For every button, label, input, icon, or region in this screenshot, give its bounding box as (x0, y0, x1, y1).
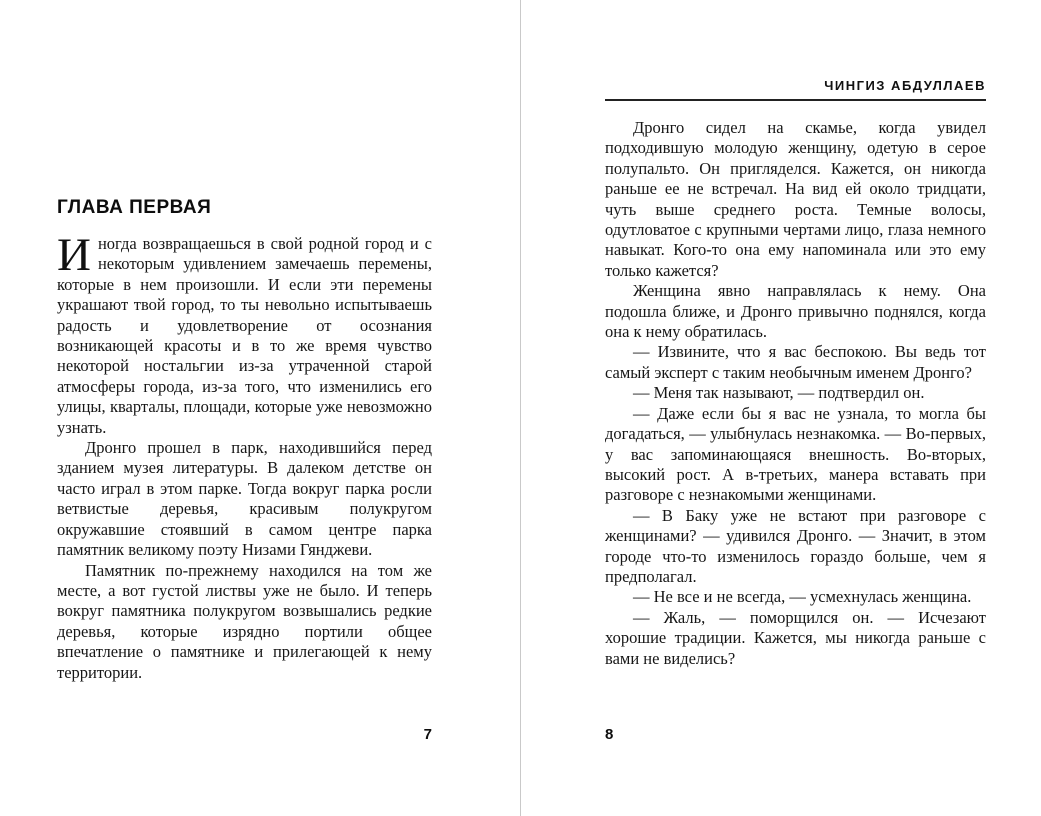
paragraph: Женщина явно направлялась к нему. Она подошла ближе, и Дронго привычно поднялся, когда она к нему обратилась. (605, 281, 986, 342)
paragraph: — Меня так называют, — подтвердил он. (633, 383, 925, 403)
paragraph: Памятник по-прежнему находился на том же месте, а вот густой листвы уже не было. И теперь вокруг памятника полукругом возвышались редкие деревья, которые изрядно портили общее впечатление о памятнике и прилегающей к нему территории. (57, 560, 432, 682)
left-page-text (57, 229, 432, 683)
page-number-right: 8 (605, 726, 614, 743)
running-header: ЧИНГИЗ АБДУЛЛАЕВ (824, 78, 986, 93)
right-page-text (605, 118, 986, 669)
paragraph: — Жаль, — поморщился он. — Исчезают хорошие традиции. Кажется, мы никогда раньше с вами не виделись? (605, 607, 986, 668)
paragraph: — Не все и не всегда, — усмехнулась женщина. (633, 587, 972, 607)
paragraph: — В Баку уже не встают при разговоре с женщинами? — удивился Дронго. — Значит, в этом городе что-то изменилось гораздо больше, чем я предполагал. (605, 505, 986, 586)
paragraph: Дронго прошел в парк, находившийся перед зданием музея литературы. В далеком детстве он часто играл в этом парке. Тогда вокруг парка росли ветвистые деревья, красивым полукругом окружавшие стоявший в самом центре парка памятник великому поэту Низами Гянджеви. (57, 438, 432, 560)
paragraph (57, 229, 432, 438)
page-number-left: 7 (423, 726, 432, 743)
chapter-title: ГЛАВА ПЕРВАЯ (57, 197, 212, 218)
dropcap-letter: И (57, 229, 91, 281)
left-page (57, 197, 432, 683)
paragraph: Дронго сидел на скамье, когда увидел подходившую молодую женщину, одетую в серое полупальто. Он пригляделся. Кажется, он никогда раньше ее не встречал. На вид ей около тридцати, чуть выше среднего роста. Темные волосы, одутловатое с крупными чертами лицо, глаза немного навыкат. Кого-то она ему напоминала или это ему только кажется? (605, 118, 986, 280)
header-rule (605, 99, 986, 101)
paragraph: — Извините, что я вас беспокою. Вы ведь тот самый эксперт с таким необычным именем Дронго? (605, 342, 986, 382)
paragraph: — Даже если бы я вас не узнала, то могла бы догадаться, — улыбнулась незнакомка. — Во-первых, у вас запоминающаяся внешность. Во-вторых, высокий рост. А в-третьих, манера вставать при разговоре с незнакомыми женщинами. (605, 403, 986, 505)
gutter-divider (520, 0, 521, 816)
right-page (605, 78, 986, 669)
paragraph-text: ногда возвращаешься в свой родной город и с некоторым удивлением замечаешь перемены, которые в нем произошли. И если эти перемены украшают твой город, то ты невольно испытываешь радость и удовлетворение от осознания возникающей красоты и в то же время чувство некоторой ностальгии из-за утраченной старой атмосферы города, из-за того, что изменились его улицы, кварталы, площади, которые уже невозможно узнать. (57, 234, 432, 437)
